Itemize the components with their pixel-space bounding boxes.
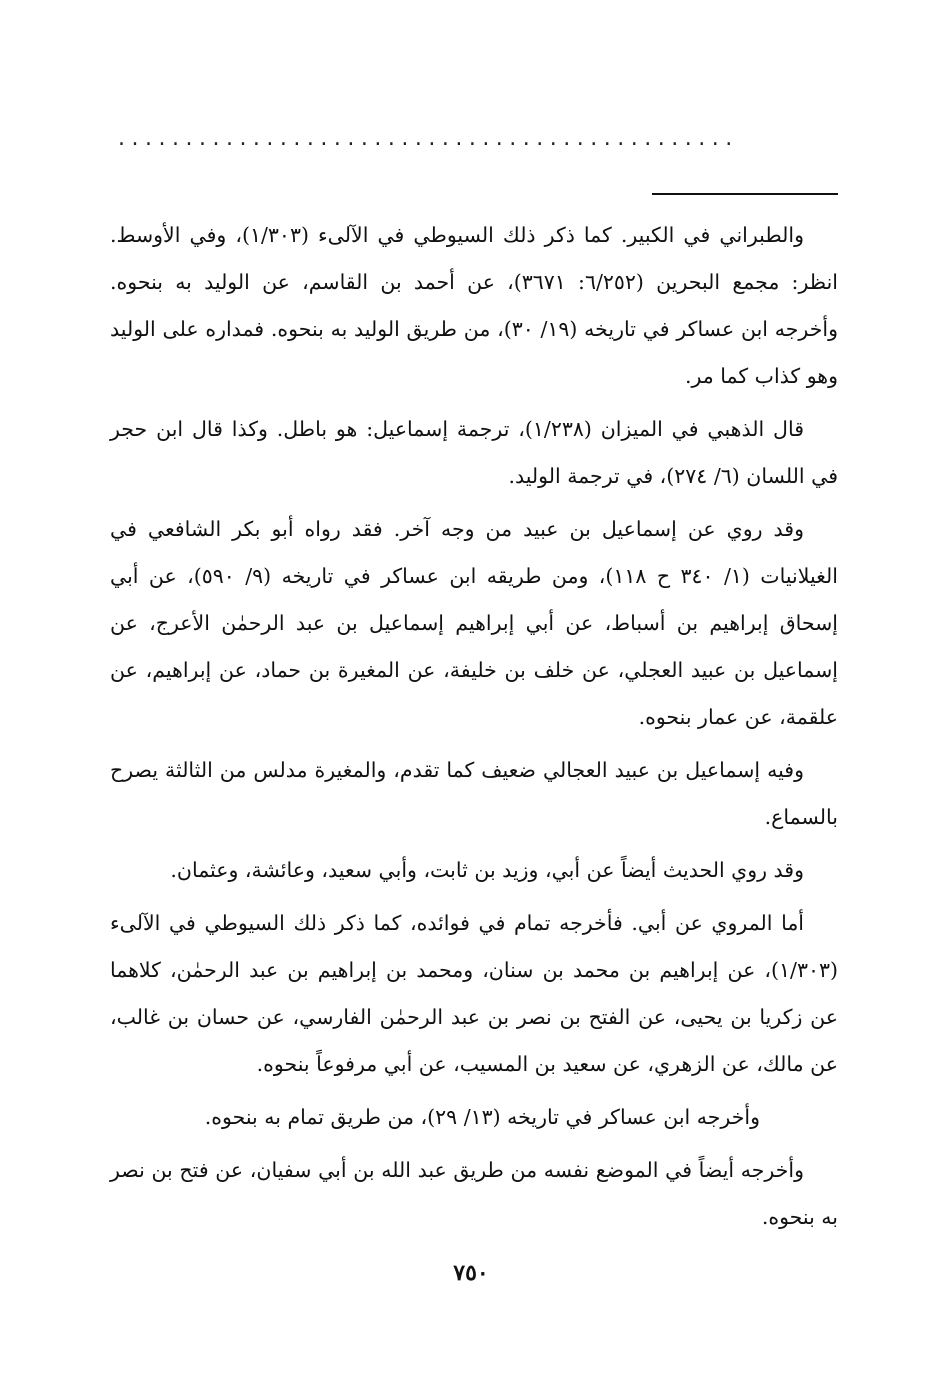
paragraph-3: وقد روي عن إسماعيل بن عبيد من وجه آخر. فقد رواه أبو بكر الشافعي في الغيلانيات (١/ ٣٤٠ ح ١١٨)، ومن طريقه ابن عساكر في تاريخه (٩/ ٥٩٠)، عن أبي إسحاق إبراهيم بن أسباط، عن أبي إبراهيم إسماعيل بن عبد الرحمٰن الأعرج، عن إسماعيل بن عبيد العجلي، عن خلف بن خليفة، عن المغيرة بن حماد، عن إبراهيم، عن علقمة، عن عمار بنحوه.: [110, 517, 838, 729]
paragraph-8: وأخرجه أيضاً في الموضع نفسه من طريق عبد الله بن أبي سفيان، عن فتح بن نصر به بنحوه.: [110, 1158, 838, 1229]
footnote-body: [110, 212, 838, 1247]
paragraph-5: وقد روي الحديث أيضاً عن أبي، وزيد بن ثابت، وأبي سعيد، وعائشة، وعثمان.: [170, 858, 804, 882]
paragraph-4: وفيه إسماعيل بن عبيد العجالي ضعيف كما تقدم، والمغيرة مدلس من الثالثة يصرح بالسماع.: [110, 758, 838, 829]
footnote-rule: [652, 193, 838, 195]
dotted-separator: ..............................................: [118, 126, 739, 151]
paragraph-2: قال الذهبي في الميزان (١/٢٣٨)، ترجمة إسماعيل: هو باطل. وكذا قال ابن حجر في اللسان (٦/ ٢٧٤)، في ترجمة الوليد.: [110, 417, 838, 488]
paragraph-1: والطبراني في الكبير. كما ذكر ذلك السيوطي في الآلىء (١/٣٠٣)، وفي الأوسط. انظر: مجمع البحرين (٦/٢٥٢: ٣٦٧١)، عن أحمد بن القاسم، عن الوليد به بنحوه. وأخرجه ابن عساكر في تاريخه (١٩/ ٣٠)، من طريق الوليد به بنحوه. فمداره على الوليد وهو كذاب كما مر.: [110, 223, 838, 388]
paragraph-6: أما المروي عن أبي. فأخرجه تمام في فوائده، كما ذكر ذلك السيوطي في الآلىء (١/٣٠٣)، عن إبراهيم بن محمد بن سنان، ومحمد بن إبراهيم بن عبد الرحمٰن، كلاهما عن زكريا بن يحيى، عن الفتح بن نصر بن عبد الرحمٰن الفارسي، عن حسان بن غالب، عن مالك، عن الزهري، عن سعيد بن المسيب، عن أبي مرفوعاً بنحوه.: [110, 911, 838, 1076]
page-number: ٧٥٠: [453, 1260, 489, 1286]
paragraph-7: وأخرجه ابن عساكر في تاريخه (١٣/ ٢٩)، من طريق تمام به بنحوه.: [204, 1105, 760, 1129]
